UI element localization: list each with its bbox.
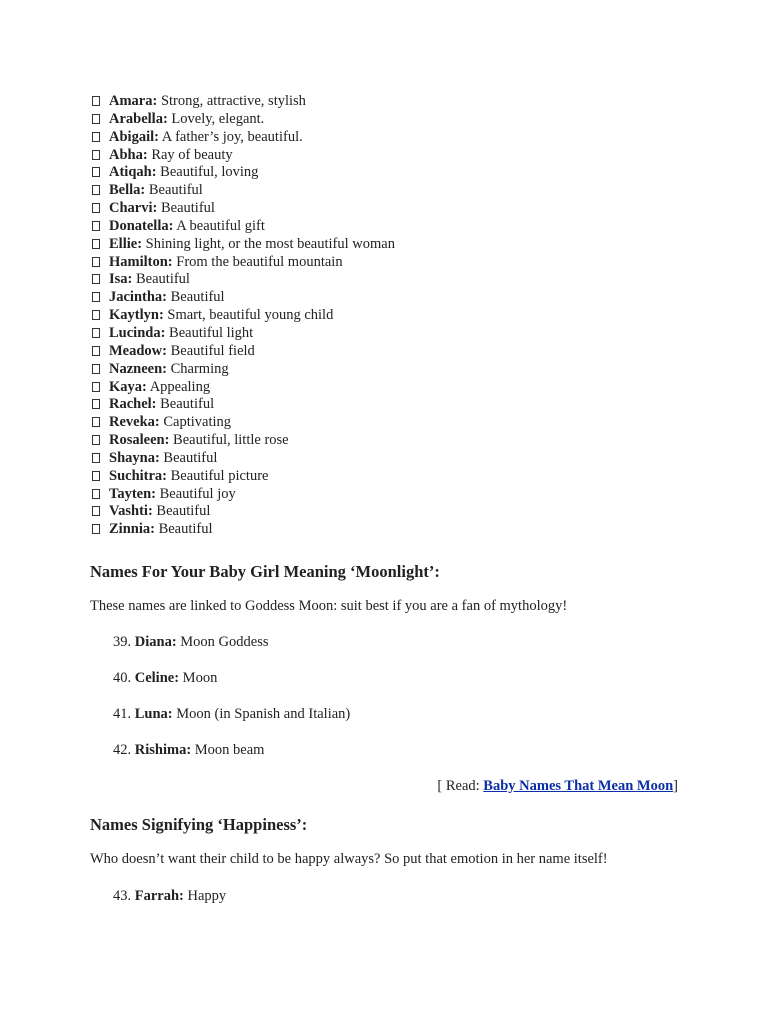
list-item (92, 307, 395, 325)
list-item-farrah (113, 888, 226, 905)
item-name: Donatella: (109, 217, 174, 234)
item-number: 40. (113, 670, 132, 686)
item-number: 39. (113, 634, 132, 650)
item-name: Abigail: (109, 128, 159, 145)
checkbox-bullet-icon (92, 524, 100, 534)
item-meaning: Beautiful (136, 271, 190, 288)
list-item (92, 325, 395, 343)
item-meaning: Beautiful (160, 200, 215, 217)
happiness-intro: Who doesn’t want their child to be happy always? So put that emotion in her name itself! (90, 851, 608, 867)
item-meaning: Shining light, or the most beautiful woman (145, 235, 395, 252)
checkbox-bullet-icon (92, 132, 100, 142)
item-name: Kaytlyn: (109, 307, 164, 324)
item-meaning: Happy (187, 888, 227, 904)
list-item (92, 200, 395, 218)
item-name: Rosaleen: (109, 432, 170, 449)
item-name: Diana: (134, 634, 177, 650)
item-name: Suchitra: (109, 467, 167, 484)
moonlight-heading: Names For Your Baby Girl Meaning ‘Moonlight’: (90, 562, 440, 581)
item-meaning: Beautiful light (169, 324, 254, 341)
checkbox-bullet-icon (92, 96, 100, 106)
item-meaning: A beautiful gift (176, 217, 265, 234)
item-meaning: From the beautiful mountain (176, 253, 343, 270)
item-meaning: Beautiful, loving (160, 164, 259, 181)
beautiful-names-list (92, 93, 395, 539)
happiness-heading: Names Signifying ‘Happiness’: (90, 815, 308, 834)
item-name: Vashti: (109, 503, 153, 520)
checkbox-bullet-icon (92, 471, 100, 481)
list-item (92, 450, 395, 468)
item-number: 42. (113, 742, 132, 758)
list-item (92, 521, 395, 539)
checkbox-bullet-icon (92, 399, 100, 409)
item-meaning: Beautiful field (170, 342, 255, 359)
checkbox-bullet-icon (92, 150, 100, 160)
checkbox-bullet-icon (92, 292, 100, 302)
item-meaning: Captivating (163, 414, 232, 431)
item-name: Ellie: (109, 235, 143, 252)
list-item (92, 432, 395, 450)
item-meaning: Beautiful (156, 503, 211, 520)
list-item (92, 396, 395, 414)
moonlight-intro: These names are linked to Goddess Moon: suit best if you are a fan of mythology! (90, 598, 568, 614)
list-item (92, 164, 395, 182)
item-name: Charvi: (109, 200, 158, 217)
checkbox-bullet-icon (92, 185, 100, 195)
item-meaning: Smart, beautiful young child (167, 307, 334, 324)
list-item (92, 254, 395, 272)
read-more-suffix: ] (673, 778, 678, 794)
item-name: Jacintha: (109, 289, 167, 306)
checkbox-bullet-icon (92, 167, 100, 177)
item-meaning: Beautiful picture (170, 467, 269, 484)
read-more-callout (437, 778, 678, 795)
item-meaning: Strong, attractive, stylish (160, 93, 306, 109)
item-meaning: Beautiful (148, 182, 203, 199)
item-name: Rachel: (109, 396, 157, 413)
list-item (92, 129, 395, 147)
item-meaning: Beautiful (170, 289, 225, 306)
checkbox-bullet-icon (92, 203, 100, 213)
list-item-diana (113, 634, 269, 651)
list-item-rishima (113, 742, 264, 759)
item-meaning: Moon beam (194, 742, 265, 758)
list-item (92, 93, 395, 111)
list-item (92, 486, 395, 504)
item-name: Zinnia: (109, 521, 155, 538)
item-name: Celine: (134, 670, 180, 686)
item-number: 43. (113, 888, 132, 904)
item-name: Amara: (109, 93, 158, 109)
list-item (92, 414, 395, 432)
item-name: Tayten: (109, 485, 156, 502)
item-name: Abha: (109, 146, 148, 163)
item-name: Hamilton: (109, 253, 173, 270)
checkbox-bullet-icon (92, 489, 100, 499)
item-meaning: Moon (182, 670, 218, 686)
list-item (92, 271, 395, 289)
item-meaning: Beautiful (160, 396, 215, 413)
item-name: Rishima: (134, 742, 192, 758)
list-item (92, 218, 395, 236)
checkbox-bullet-icon (92, 453, 100, 463)
checkbox-bullet-icon (92, 274, 100, 284)
checkbox-bullet-icon (92, 382, 100, 392)
item-name: Shayna: (109, 449, 160, 466)
item-name: Luna: (134, 706, 173, 722)
item-name: Bella: (109, 182, 146, 199)
checkbox-bullet-icon (92, 506, 100, 516)
checkbox-bullet-icon (92, 239, 100, 249)
item-meaning: Beautiful joy (159, 485, 236, 502)
checkbox-bullet-icon (92, 364, 100, 374)
list-item (92, 147, 395, 165)
item-meaning: Beautiful, little rose (173, 432, 289, 449)
item-name: Atiqah: (109, 164, 157, 181)
list-item (92, 343, 395, 361)
read-more-prefix: [ Read: (437, 778, 484, 794)
read-more-link[interactable]: Baby Names That Mean Moon (483, 778, 674, 794)
item-meaning: Lovely, elegant. (171, 110, 265, 127)
item-meaning: Appealing (149, 378, 211, 395)
item-meaning: Beautiful (163, 449, 218, 466)
item-name: Isa: (109, 271, 133, 288)
item-name: Meadow: (109, 342, 167, 359)
checkbox-bullet-icon (92, 328, 100, 338)
item-meaning: Charming (170, 360, 229, 377)
checkbox-bullet-icon (92, 310, 100, 320)
list-item (92, 289, 395, 307)
list-item (92, 468, 395, 486)
checkbox-bullet-icon (92, 346, 100, 356)
item-name: Kaya: (109, 378, 147, 395)
item-meaning: A father’s joy, beautiful. (161, 128, 303, 145)
checkbox-bullet-icon (92, 435, 100, 445)
checkbox-bullet-icon (92, 417, 100, 427)
list-item (92, 111, 395, 129)
item-name: Nazneen: (109, 360, 167, 377)
list-item (92, 361, 395, 379)
item-name: Arabella: (109, 110, 168, 127)
list-item-luna (113, 706, 350, 723)
list-item (92, 236, 395, 254)
list-item (92, 379, 395, 397)
item-name: Farrah: (134, 888, 184, 904)
checkbox-bullet-icon (92, 114, 100, 124)
item-meaning: Beautiful (158, 521, 213, 538)
list-item (92, 503, 395, 521)
item-number: 41. (113, 706, 132, 722)
checkbox-bullet-icon (92, 221, 100, 231)
item-meaning: Ray of beauty (151, 146, 233, 163)
item-name: Lucinda: (109, 324, 166, 341)
item-meaning: Moon (in Spanish and Italian) (176, 706, 351, 722)
list-item-celine (113, 670, 217, 687)
item-meaning: Moon Goddess (180, 634, 269, 650)
item-name: Reveka: (109, 414, 160, 431)
checkbox-bullet-icon (92, 257, 100, 267)
list-item (92, 182, 395, 200)
